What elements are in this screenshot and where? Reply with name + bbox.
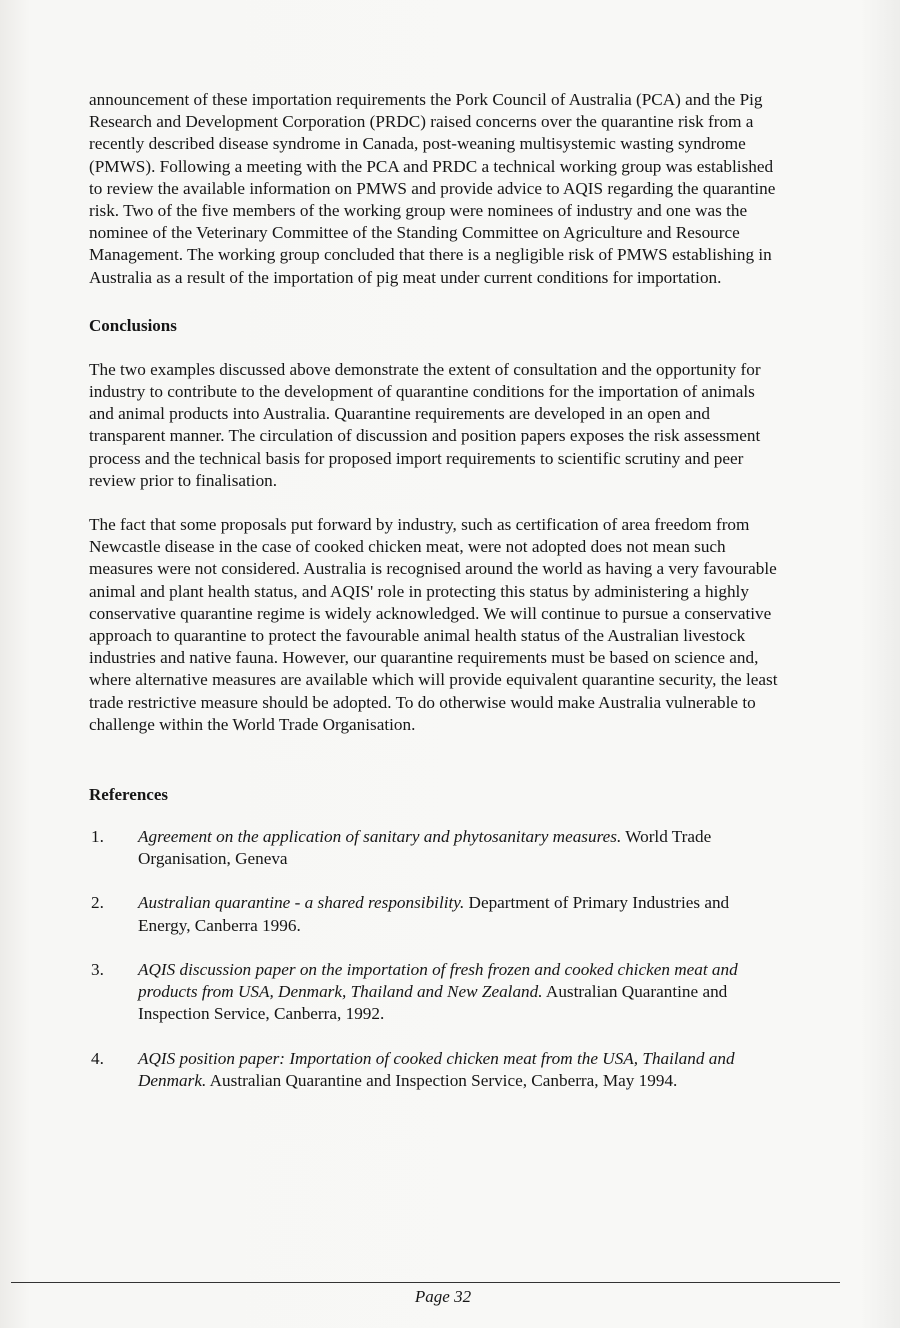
- reference-number: 3.: [91, 959, 104, 979]
- reference-title: Agreement on the application of sanitary and phytosanitary measures.: [138, 827, 622, 847]
- conclusions-section: [89, 315, 779, 736]
- reference-details: Department of Primary Industries and Energy, Canberra 1996.: [138, 893, 730, 935]
- references-heading: References: [89, 785, 168, 805]
- page-number: Page 32: [414, 1287, 472, 1306]
- reference-item: [89, 892, 779, 936]
- intro-paragraph: announcement of these importation requirements the Pork Council of Australia (PCA) and the Pig Research and Development Corporation (PRDC) raised concerns over the quarantine risk from a recently described disease syndrome in Canada, post-weaning multisystemic wasting syndrome (PMWS). Following a meeting with the PCA and PRDC a technical working group was established to review the available information on PMWS and provide advice to AQIS regarding the quarantine risk. Two of the five members of the working group were nominees of industry and one was the nominee of the Veterinary Committee of the Standing Committee on Agriculture and Resource Management. The working group concluded that there is a negligible risk of PMWS establishing in Australia as a result of the importation of pig meat under current conditions for importation.: [89, 90, 776, 287]
- reference-details: Australian Quarantine and Inspection Service, Canberra, May 1994.: [209, 1070, 678, 1090]
- reference-number: 2.: [91, 893, 104, 913]
- reference-title: AQIS discussion paper on the importation of fresh frozen and cooked chicken meat and products from USA, Denmark, Thailand and New Zealand.: [138, 959, 738, 1002]
- reference-number: 4.: [91, 1048, 104, 1068]
- page-body: [89, 89, 779, 1114]
- reference-number: 1.: [91, 827, 104, 847]
- footer-rule: [11, 1282, 840, 1283]
- page-footer: [0, 1287, 900, 1307]
- conclusions-heading: Conclusions: [89, 315, 177, 335]
- reference-details: Australian Quarantine and Inspection Service, Canberra, 1992.: [138, 982, 728, 1024]
- conclusions-paragraph-2: The fact that some proposals put forward by industry, such as certification of area freedom from Newcastle disease in the case of cooked chicken meat, were not adopted does not mean such measures were not considered. Australia is recognised around the world as having a very favourable animal and plant health status, and AQIS' role in protecting this status by administering a highly conservative quarantine regime is widely acknowledged. We will continue to pursue a conservative approach to quarantine to protect the favourable animal health status of the Australian livestock industries and native fauna. However, our quarantine requirements must be based on science and, where alternative measures are available which will provide equivalent quarantine security, the least trade restrictive measure should be adopted. To do otherwise would make Australia vulnerable to challenge within the World Trade Organisation.: [89, 515, 778, 734]
- references-section: [89, 784, 779, 1092]
- references-list: [89, 826, 779, 1092]
- reference-title: AQIS position paper: Importation of cooked chicken meat from the USA, Thailand and Denmark.: [138, 1048, 735, 1090]
- reference-details: World Trade Organisation, Geneva: [138, 827, 712, 869]
- reference-item: [89, 959, 779, 1026]
- conclusions-paragraph-1: The two examples discussed above demonstrate the extent of consultation and the opportunity for industry to contribute to the development of quarantine conditions for the importation of animals and animal products into Australia. Quarantine requirements are developed in an open and transparent manner. The circulation of discussion and position papers exposes the risk assessment process and the technical basis for proposed import requirements to scientific scrutiny and peer review prior to finalisation.: [89, 359, 761, 490]
- reference-item: [89, 1048, 779, 1092]
- reference-title: Australian quarantine - a shared responsibility.: [138, 893, 465, 913]
- reference-item: [89, 826, 779, 870]
